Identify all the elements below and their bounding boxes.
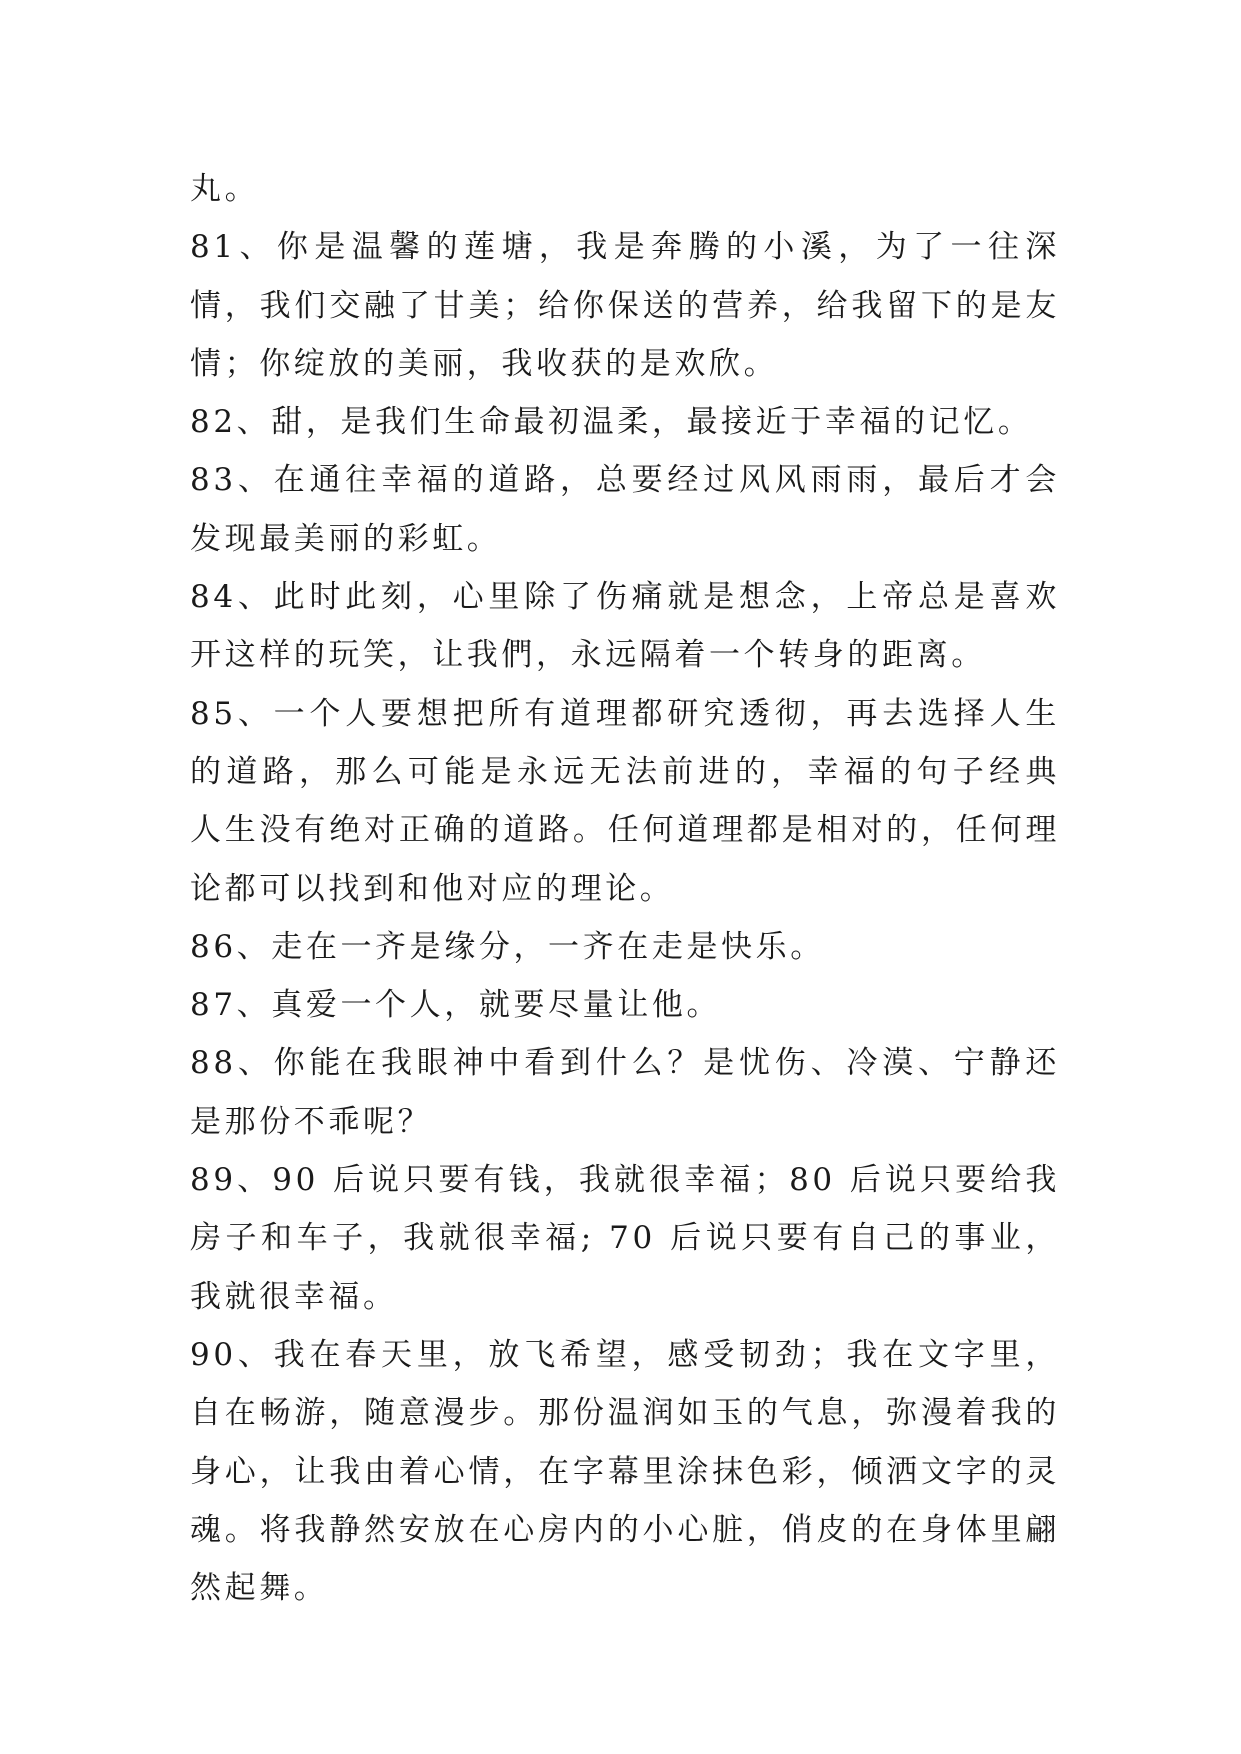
document-body bbox=[190, 160, 1060, 1617]
paragraph-90: 90、我在春天里，放飞希望，感受韧劲；我在文字里，自在畅游，随意漫步。那份温润如玉的气息，弥漫着我的身心，让我由着心情，在字幕里涂抹色彩，倾洒文字的灵魂。将我静然安放在心房内的小心脏，俏皮的在身体里翩然起舞。 bbox=[190, 1336, 1060, 1607]
paragraph-85: 85、一个人要想把所有道理都研究透彻，再去选择人生的道路，那么可能是永远无法前进的，幸福的句子经典 人生没有绝对正确的道路。任何道理都是相对的，任何理论都可以找到和他对应的理论。 bbox=[190, 695, 1060, 907]
paragraph-84: 84、此时此刻，心里除了伤痛就是想念，上帝总是喜欢开这样的玩笑，让我們，永远隔着一个转身的距离。 bbox=[190, 579, 1060, 674]
paragraph-82: 82、甜，是我们生命最初温柔，最接近于幸福的记忆。 bbox=[190, 404, 1033, 441]
paragraph-87: 87、真爱一个人，就要尽量让他。 bbox=[190, 987, 722, 1024]
paragraph-86: 86、走在一齐是缘分，一齐在走是快乐。 bbox=[190, 928, 825, 965]
paragraph-89: 89、90 后说只要有钱，我就很幸福；80 后说只要给我房子和车子，我就很幸福; 70 后说只要有自己的事业，我就很幸福。 bbox=[190, 1162, 1060, 1315]
paragraph-81: 81、你是温馨的莲塘，我是奔腾的小溪，为了一往深情，我们交融了甘美；给你保送的营养，给我留下的是友情；你绽放的美丽，我收获的是欢欣。 bbox=[190, 229, 1060, 382]
paragraph-83: 83、在通往幸福的道路，总要经过风风雨雨，最后才会发现最美丽的彩虹。 bbox=[190, 462, 1060, 557]
paragraph-continuation: 丸。 bbox=[190, 171, 260, 207]
paragraph-88: 88、你能在我眼神中看到什么？是忧伤、冷漠、宁静还是那份不乖呢？ bbox=[190, 1045, 1060, 1140]
